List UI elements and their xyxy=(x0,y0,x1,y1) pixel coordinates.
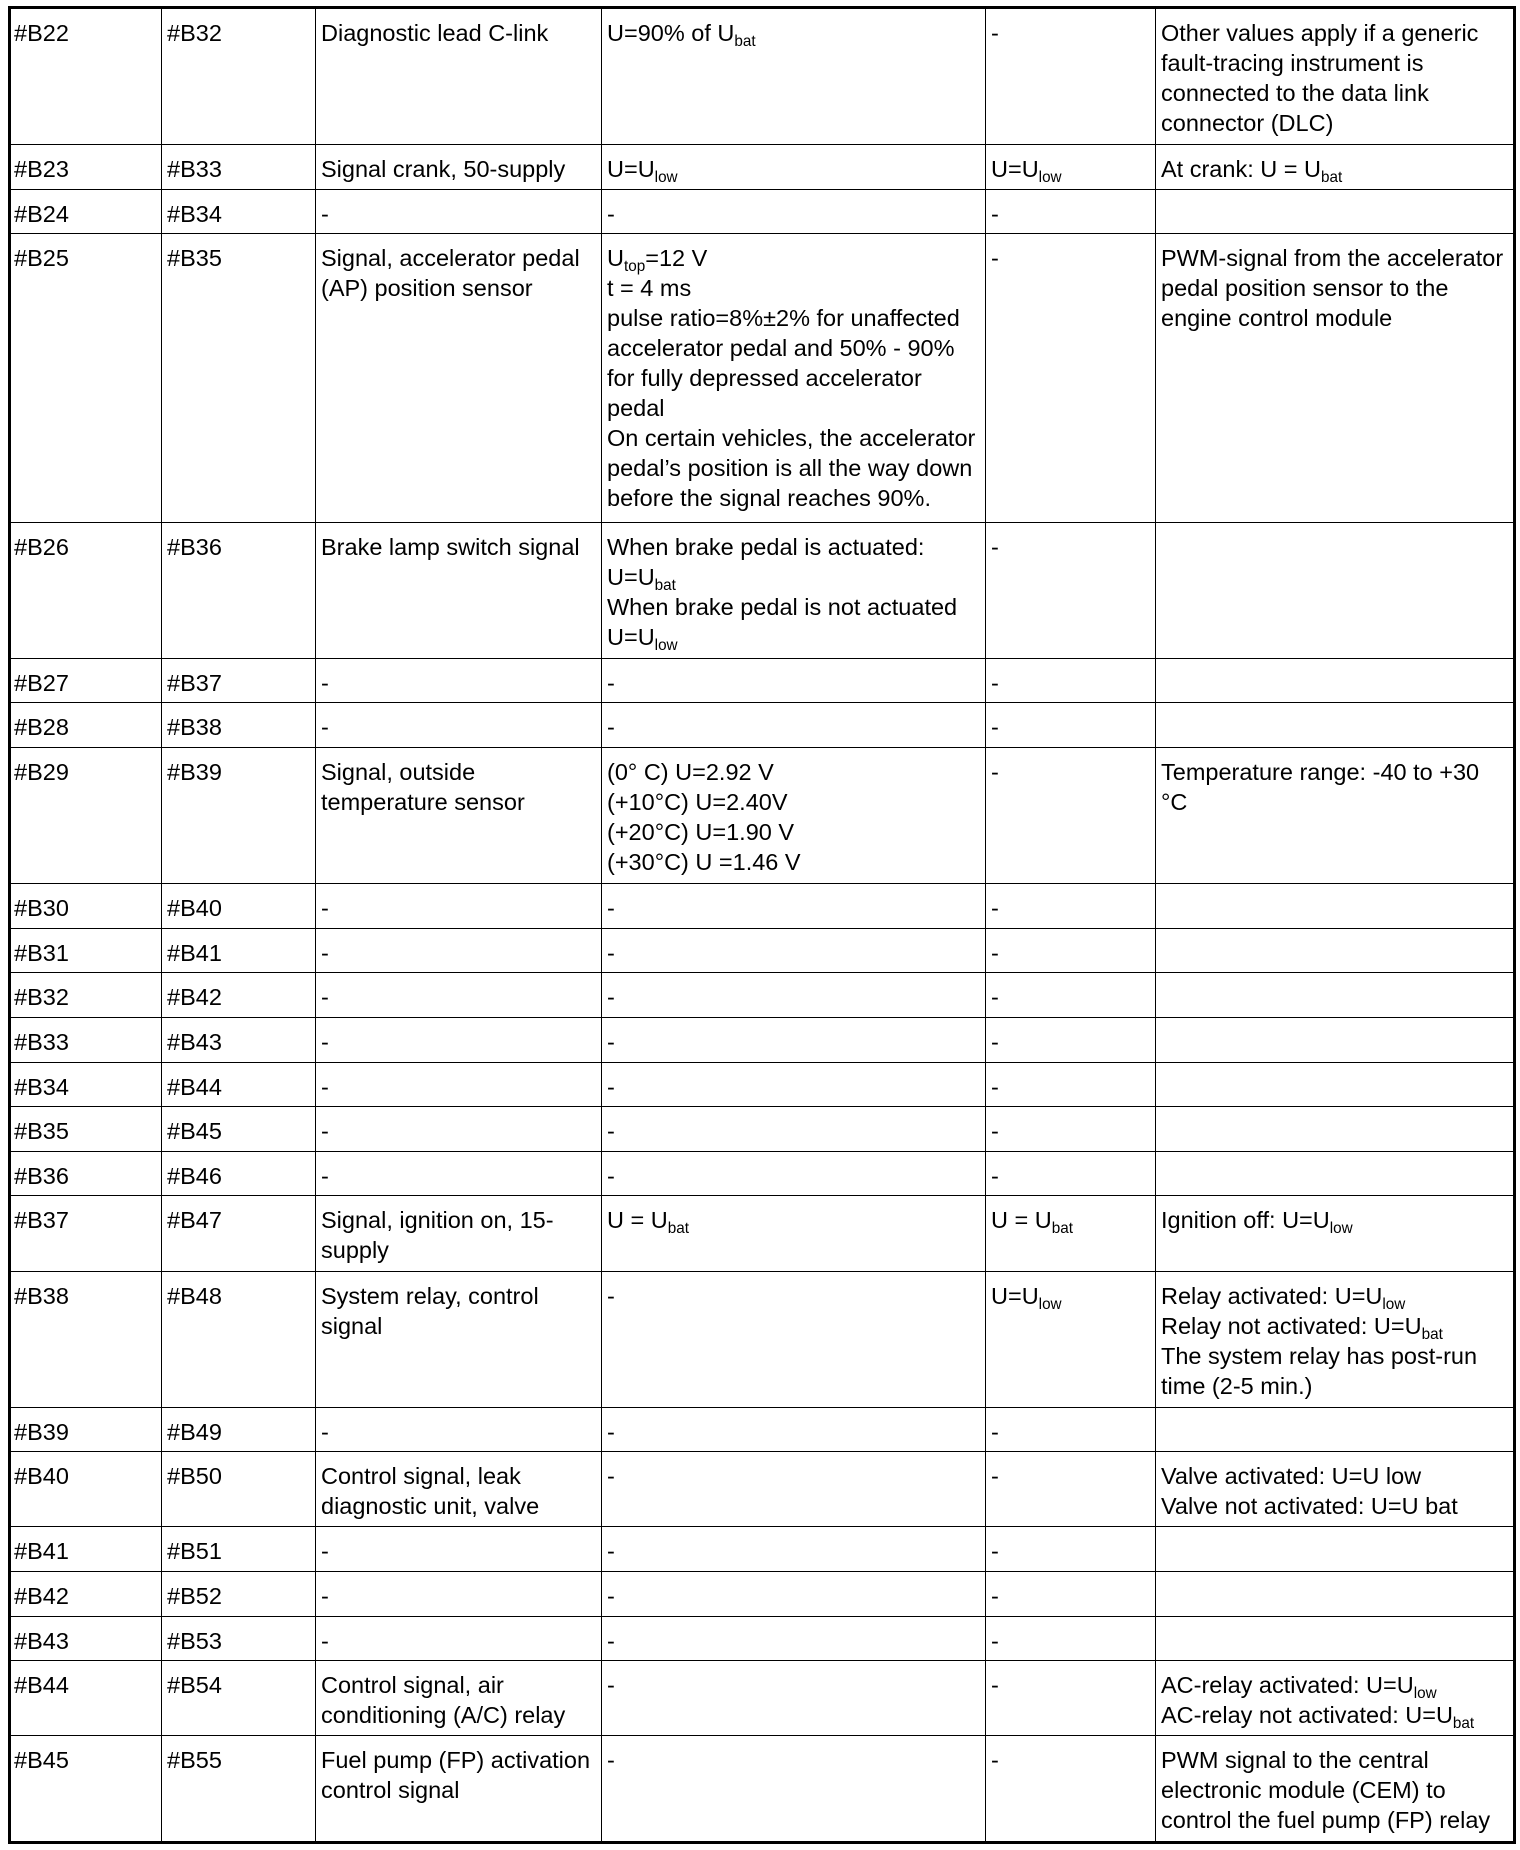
function-cell: - xyxy=(316,703,602,748)
text-segment: U xyxy=(607,245,624,272)
function-cell: System relay, control signal xyxy=(316,1271,602,1407)
cell-line: - xyxy=(607,669,615,696)
value-1-cell xyxy=(602,8,986,145)
table-row xyxy=(10,1151,1515,1196)
text-segment: Relay not activated: U=U xyxy=(1161,1312,1422,1339)
pin-b-cell: #B39 xyxy=(162,747,316,883)
notes-cell xyxy=(1156,1107,1515,1152)
value-2-cell: - xyxy=(986,1452,1156,1527)
value-1-cell xyxy=(602,1452,986,1527)
cell-line: - xyxy=(607,1418,615,1445)
cell-line: (+20°C) U=1.90 V xyxy=(607,818,795,845)
table-row xyxy=(10,522,1515,658)
value-2-cell: - xyxy=(986,189,1156,234)
text-segment: U=U xyxy=(991,1282,1039,1309)
value-1-cell xyxy=(602,1062,986,1107)
value-1-cell xyxy=(602,1196,986,1271)
text-segment: U=U xyxy=(607,156,655,183)
pin-b-cell: #B55 xyxy=(162,1736,316,1843)
subscript: bat xyxy=(654,576,676,594)
pin-a-cell: #B30 xyxy=(10,883,162,928)
pin-b-cell: #B34 xyxy=(162,189,316,234)
value-1-cell xyxy=(602,189,986,234)
function-cell: Control signal, leak diagnostic unit, valve xyxy=(316,1452,602,1527)
cell-line: - xyxy=(607,714,615,741)
table-row xyxy=(10,747,1515,883)
value-1-cell xyxy=(602,1017,986,1062)
value-2-cell: - xyxy=(986,883,1156,928)
table-row xyxy=(10,189,1515,234)
cell-line xyxy=(1161,1281,1508,1311)
pin-a-cell: #B33 xyxy=(10,1017,162,1062)
pin-assignment-table xyxy=(8,6,1516,1844)
notes-cell xyxy=(1156,8,1515,145)
value-1-cell xyxy=(602,145,986,190)
pin-b-cell: #B35 xyxy=(162,234,316,522)
pin-b-cell: #B44 xyxy=(162,1062,316,1107)
value-1-cell xyxy=(602,703,986,748)
cell-line: - xyxy=(607,894,615,921)
value-1-cell xyxy=(602,1107,986,1152)
text-segment: Relay activated: U=U xyxy=(1161,1282,1383,1309)
value-1-cell xyxy=(602,1407,986,1452)
subscript: low xyxy=(1038,168,1062,186)
pin-a-cell: #B35 xyxy=(10,1107,162,1152)
table-row xyxy=(10,145,1515,190)
subscript: low xyxy=(1413,1685,1437,1703)
pin-b-cell: #B43 xyxy=(162,1017,316,1062)
value-2-cell: - xyxy=(986,703,1156,748)
cell-line xyxy=(1161,1205,1508,1238)
pin-a-cell: #B23 xyxy=(10,145,162,190)
value-1-cell xyxy=(602,1151,986,1196)
subscript: bat xyxy=(1051,1220,1073,1238)
cell-line: - xyxy=(607,1162,615,1189)
value-2-cell: - xyxy=(986,1107,1156,1152)
pin-b-cell: #B46 xyxy=(162,1151,316,1196)
function-cell: - xyxy=(316,1107,602,1152)
pin-b-cell: #B41 xyxy=(162,928,316,973)
function-cell: - xyxy=(316,883,602,928)
table-row xyxy=(10,1196,1515,1271)
cell-line: - xyxy=(607,1627,615,1654)
cell-line: Valve activated: U=U low xyxy=(1161,1463,1422,1490)
subscript: bat xyxy=(1320,168,1343,186)
subscript: low xyxy=(1382,1295,1406,1313)
text-segment: At crank: U = U xyxy=(1161,156,1321,183)
pin-b-cell: #B48 xyxy=(162,1271,316,1407)
value-2-cell: - xyxy=(986,8,1156,145)
value-1-cell xyxy=(602,883,986,928)
pin-a-cell: #B45 xyxy=(10,1736,162,1843)
value-1-cell xyxy=(602,658,986,703)
pin-a-cell: #B32 xyxy=(10,973,162,1018)
notes-cell xyxy=(1156,658,1515,703)
subscript: bat xyxy=(1452,1715,1475,1733)
value-1-cell xyxy=(602,1661,986,1736)
pin-a-cell: #B38 xyxy=(10,1271,162,1407)
pin-a-cell: #B28 xyxy=(10,703,162,748)
value-1-cell xyxy=(602,1271,986,1407)
table-row xyxy=(10,1452,1515,1527)
notes-cell xyxy=(1156,1196,1515,1271)
notes-cell xyxy=(1156,1527,1515,1572)
value-1-cell xyxy=(602,1571,986,1616)
cell-line xyxy=(1161,1670,1508,1703)
notes-cell xyxy=(1156,973,1515,1018)
table-row xyxy=(10,8,1515,145)
value-2-cell xyxy=(986,1196,1156,1271)
table-row xyxy=(10,928,1515,973)
pin-b-cell: #B52 xyxy=(162,1571,316,1616)
cell-line: - xyxy=(607,984,615,1011)
notes-cell xyxy=(1156,189,1515,234)
cell-line: - xyxy=(607,200,615,227)
notes-cell xyxy=(1156,928,1515,973)
cell-line: Other values apply if a generic fault-tracing instrument is connected to the data link connector (DLC) xyxy=(1161,20,1479,136)
value-2-cell: - xyxy=(986,658,1156,703)
notes-cell xyxy=(1156,1452,1515,1527)
pin-b-cell: #B45 xyxy=(162,1107,316,1152)
notes-cell xyxy=(1156,883,1515,928)
text-segment: U = U xyxy=(607,1207,668,1234)
table-row xyxy=(10,973,1515,1018)
notes-cell xyxy=(1156,703,1515,748)
notes-cell xyxy=(1156,1062,1515,1107)
function-cell: - xyxy=(316,1571,602,1616)
pin-a-cell: #B34 xyxy=(10,1062,162,1107)
notes-cell xyxy=(1156,1661,1515,1736)
table-row xyxy=(10,1736,1515,1843)
cell-line: - xyxy=(607,1747,615,1774)
function-cell: Diagnostic lead C-link xyxy=(316,8,602,145)
pin-a-cell: #B24 xyxy=(10,189,162,234)
pin-a-cell: #B43 xyxy=(10,1616,162,1661)
value-2-cell: - xyxy=(986,234,1156,522)
table-row xyxy=(10,1062,1515,1107)
cell-line: When brake pedal is actuated: xyxy=(607,533,925,560)
subscript: low xyxy=(654,636,678,654)
cell-line xyxy=(1161,1700,1508,1733)
table-row xyxy=(10,703,1515,748)
text-segment: =12 V xyxy=(645,245,708,272)
cell-line: PWM signal to the central electronic module (CEM) to control the fuel pump (FP) relay xyxy=(1161,1747,1491,1834)
text-segment: U=90% of U xyxy=(607,20,735,46)
value-2-cell: - xyxy=(986,747,1156,883)
notes-cell xyxy=(1156,1151,1515,1196)
subscript: bat xyxy=(734,32,756,50)
cell-line: (0° C) U=2.92 V xyxy=(607,758,774,785)
function-cell: Signal, accelerator pedal (AP) position sensor xyxy=(316,234,602,522)
cell-line: - xyxy=(607,1463,615,1490)
table-row xyxy=(10,234,1515,522)
cell-line: - xyxy=(607,1282,615,1309)
notes-cell xyxy=(1156,234,1515,522)
cell-line: - xyxy=(607,1118,615,1145)
subscript: top xyxy=(623,258,646,276)
function-cell: - xyxy=(316,1527,602,1572)
value-1-cell xyxy=(602,234,986,522)
text-segment: U=U xyxy=(607,563,655,590)
pin-b-cell: #B49 xyxy=(162,1407,316,1452)
pin-a-cell: #B29 xyxy=(10,747,162,883)
pin-b-cell: #B51 xyxy=(162,1527,316,1572)
cell-line: Valve not activated: U=U bat xyxy=(1161,1493,1458,1520)
value-1-cell xyxy=(602,1736,986,1843)
value-2-cell: - xyxy=(986,1527,1156,1572)
pin-a-cell: #B22 xyxy=(10,8,162,145)
table-body xyxy=(10,8,1515,1843)
text-segment: U=U xyxy=(991,156,1039,183)
function-cell: - xyxy=(316,1407,602,1452)
pin-a-cell: #B42 xyxy=(10,1571,162,1616)
table-row xyxy=(10,1017,1515,1062)
function-cell: - xyxy=(316,658,602,703)
function-cell: - xyxy=(316,1062,602,1107)
function-cell: - xyxy=(316,189,602,234)
text-segment: AC-relay activated: U=U xyxy=(1161,1672,1414,1699)
pin-b-cell: #B38 xyxy=(162,703,316,748)
pin-a-cell: #B41 xyxy=(10,1527,162,1572)
pin-a-cell: #B27 xyxy=(10,658,162,703)
text-segment: Ignition off: U=U xyxy=(1161,1207,1330,1234)
cell-line: On certain vehicles, the accelerator pedal’s position is all the way down before the signal reaches 90%. xyxy=(607,425,976,512)
pin-b-cell: #B54 xyxy=(162,1661,316,1736)
value-2-cell: - xyxy=(986,1062,1156,1107)
cell-line: t = 4 ms xyxy=(607,275,692,302)
value-2-cell: - xyxy=(986,1736,1156,1843)
table-row xyxy=(10,1107,1515,1152)
subscript: bat xyxy=(667,1220,689,1238)
pin-b-cell: #B32 xyxy=(162,8,316,145)
value-1-cell xyxy=(602,1527,986,1572)
cell-line: - xyxy=(607,1672,615,1699)
value-1-cell xyxy=(602,1616,986,1661)
table-row xyxy=(10,1616,1515,1661)
cell-line: - xyxy=(607,939,615,966)
function-cell: Signal, outside temperature sensor xyxy=(316,747,602,883)
value-1-cell xyxy=(602,973,986,1018)
cell-line xyxy=(1161,1311,1508,1341)
notes-cell xyxy=(1156,1736,1515,1843)
cell-line xyxy=(1161,154,1508,184)
value-2-cell: - xyxy=(986,1616,1156,1661)
text-segment: U = U xyxy=(991,1207,1052,1234)
pin-b-cell: #B47 xyxy=(162,1196,316,1271)
subscript: low xyxy=(1329,1220,1353,1238)
pin-b-cell: #B36 xyxy=(162,522,316,658)
cell-line xyxy=(607,562,983,592)
pin-a-cell: #B40 xyxy=(10,1452,162,1527)
pin-b-cell: #B42 xyxy=(162,973,316,1018)
cell-line xyxy=(607,18,983,48)
pin-a-cell: #B26 xyxy=(10,522,162,658)
subscript: low xyxy=(654,168,678,186)
function-cell: - xyxy=(316,1616,602,1661)
table-row xyxy=(10,883,1515,928)
cell-line: PWM-signal from the accelerator pedal position sensor to the engine control module xyxy=(1161,245,1504,332)
pin-b-cell: #B40 xyxy=(162,883,316,928)
value-2-cell: - xyxy=(986,1571,1156,1616)
value-1-cell xyxy=(602,522,986,658)
value-2-cell: - xyxy=(986,973,1156,1018)
function-cell: - xyxy=(316,1017,602,1062)
value-1-cell xyxy=(602,928,986,973)
cell-line: (+10°C) U=2.40V xyxy=(607,788,788,815)
cell-line xyxy=(607,592,983,652)
function-cell: Fuel pump (FP) activation control signal xyxy=(316,1736,602,1843)
function-cell: Brake lamp switch signal xyxy=(316,522,602,658)
value-2-cell: - xyxy=(986,928,1156,973)
table-row xyxy=(10,1271,1515,1407)
value-2-cell: - xyxy=(986,522,1156,658)
notes-cell xyxy=(1156,1571,1515,1616)
cell-line: - xyxy=(607,1582,615,1609)
notes-cell xyxy=(1156,1407,1515,1452)
pin-b-cell: #B37 xyxy=(162,658,316,703)
pin-a-cell: #B39 xyxy=(10,1407,162,1452)
notes-cell xyxy=(1156,1271,1515,1407)
value-2-cell: - xyxy=(986,1661,1156,1736)
function-cell: - xyxy=(316,1151,602,1196)
cell-line: - xyxy=(607,1073,615,1100)
function-cell: Control signal, air conditioning (A/C) relay xyxy=(316,1661,602,1736)
cell-line xyxy=(607,154,983,184)
cell-line xyxy=(607,243,983,276)
pin-a-cell: #B36 xyxy=(10,1151,162,1196)
notes-cell xyxy=(1156,522,1515,658)
function-cell: Signal crank, 50-supply xyxy=(316,145,602,190)
value-2-cell: - xyxy=(986,1407,1156,1452)
notes-cell xyxy=(1156,1017,1515,1062)
cell-line: The system relay has post-run time (2-5 min.) xyxy=(1161,1342,1478,1399)
function-cell: - xyxy=(316,928,602,973)
pin-b-cell: #B50 xyxy=(162,1452,316,1527)
subscript: low xyxy=(1038,1295,1062,1313)
notes-cell xyxy=(1156,747,1515,883)
table-row xyxy=(10,658,1515,703)
subscript: bat xyxy=(1421,1325,1443,1343)
pin-a-cell: #B37 xyxy=(10,1196,162,1271)
table-row xyxy=(10,1407,1515,1452)
text-segment: When brake pedal is not actuated U=U xyxy=(607,593,958,650)
table-row xyxy=(10,1661,1515,1736)
value-2-cell xyxy=(986,1271,1156,1407)
pin-a-cell: #B44 xyxy=(10,1661,162,1736)
pin-a-cell: #B25 xyxy=(10,234,162,522)
cell-line: Temperature range: -40 to +30 °C xyxy=(1161,758,1480,815)
pin-a-cell: #B31 xyxy=(10,928,162,973)
pin-b-cell: #B33 xyxy=(162,145,316,190)
cell-line: (+30°C) U =1.46 V xyxy=(607,848,801,875)
text-segment: AC-relay not activated: U=U xyxy=(1161,1702,1453,1729)
value-1-cell xyxy=(602,747,986,883)
value-2-cell xyxy=(986,145,1156,190)
table-row xyxy=(10,1571,1515,1616)
value-2-cell: - xyxy=(986,1017,1156,1062)
table-row xyxy=(10,1527,1515,1572)
function-cell: - xyxy=(316,973,602,1018)
cell-line xyxy=(607,1205,983,1238)
pin-b-cell: #B53 xyxy=(162,1616,316,1661)
notes-cell xyxy=(1156,145,1515,190)
notes-cell xyxy=(1156,1616,1515,1661)
cell-line: - xyxy=(607,1538,615,1565)
value-2-cell: - xyxy=(986,1151,1156,1196)
function-cell: Signal, ignition on, 15-supply xyxy=(316,1196,602,1271)
cell-line: pulse ratio=8%±2% for unaffected accelerator pedal and 50% - 90% for fully depressed accelerator pedal xyxy=(607,305,960,422)
cell-line: - xyxy=(607,1028,615,1055)
